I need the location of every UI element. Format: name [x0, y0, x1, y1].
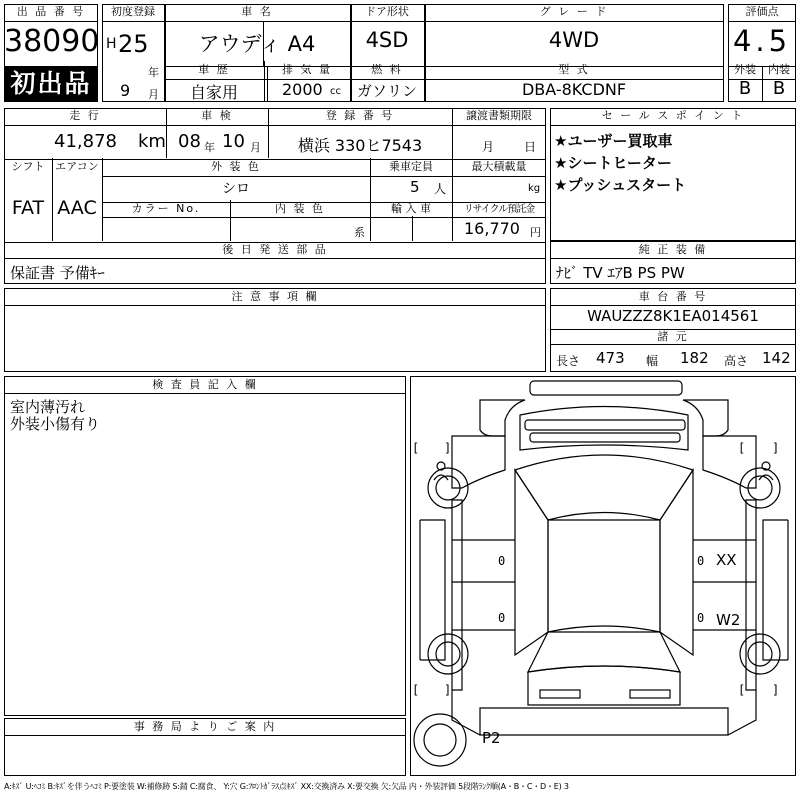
door-label: ドア形状: [365, 5, 409, 18]
door: 4SD: [365, 28, 409, 52]
width-label: 幅: [646, 354, 659, 368]
later-parts: 保証書 予備ｷｰ: [10, 264, 105, 282]
svg-text:]: ]: [444, 441, 452, 455]
month-unit: 月: [148, 88, 159, 101]
color-no-label: カラー No.: [131, 202, 201, 215]
exterior-color: シロ: [222, 181, 250, 197]
height-label: 高さ: [724, 354, 749, 368]
score-label: 評価点: [745, 5, 779, 18]
inspector-note: 外装小傷有り: [10, 415, 101, 433]
mileage-unit: km: [138, 131, 166, 152]
first-reg-label: 初度登録: [111, 5, 155, 18]
damage-mark: XX: [716, 551, 737, 569]
svg-text:0: 0: [697, 611, 705, 625]
office-label: 事 務 局 よ り ご 案 内: [133, 720, 277, 733]
month: 9: [120, 81, 131, 100]
capacity-label: 乗車定員: [389, 160, 433, 173]
inspector-note: 室内薄汚れ: [10, 398, 86, 416]
insp-month: 10: [222, 131, 245, 152]
model-code-label: 型 式: [558, 63, 590, 76]
reg-number-label: 登 録 番 号: [325, 109, 395, 122]
svg-text:]: ]: [772, 441, 780, 455]
grade: 4WD: [548, 28, 600, 52]
fuel: ガソリン: [356, 82, 417, 100]
year-unit: 年: [148, 66, 159, 79]
svg-text:[: [: [738, 683, 746, 697]
interior-score-label: 内装: [768, 63, 790, 76]
sales-point: ★ユーザー買取車: [554, 132, 673, 150]
first-listing-label: 初出品: [10, 69, 92, 98]
score: 4.5: [732, 24, 792, 58]
transfer-label: 譲渡書類期限: [466, 109, 532, 122]
inspection-label: 車 検: [201, 109, 233, 122]
later-parts-label: 後 日 発 送 部 品: [222, 243, 328, 256]
displacement: 2000: [282, 80, 323, 99]
notes-label: 注 意 事 項 欄: [231, 290, 319, 303]
era: H: [106, 36, 117, 52]
recycle-fee: 16,770: [464, 219, 520, 238]
capacity: 5: [410, 178, 420, 196]
svg-text:[: [: [412, 441, 420, 455]
car-name-label: 車 名: [241, 5, 273, 18]
chassis-label: 車 台 番 号: [638, 290, 708, 303]
grade-label: グ レ ー ド: [539, 5, 609, 18]
ac-label: エアコン: [55, 160, 99, 173]
insp-year-unit: 年: [204, 141, 215, 154]
max-load-label: 最大積載量: [471, 160, 527, 173]
exterior-score: B: [738, 78, 752, 99]
model-code: DBA-8KCDNF: [521, 80, 627, 99]
mileage: 41,878: [54, 131, 117, 152]
interior-color-label: 内 装 色: [275, 202, 325, 215]
svg-text:[: [: [412, 683, 420, 697]
fuel-label: 燃 料: [371, 63, 403, 76]
damage-mark: P2: [482, 729, 501, 747]
svg-text:0: 0: [498, 611, 506, 625]
displacement-label: 排 気 量: [282, 63, 332, 76]
sales-points-label: セ ー ル ス ポ イ ン ト: [601, 109, 745, 122]
equipment: ﾅﾋﾞ TV ｴｱB PS PW: [556, 264, 685, 282]
exterior-color-label: 外 装 色: [211, 160, 261, 173]
max-load-unit: kg: [528, 183, 541, 194]
chassis-number: WAUZZZ8K1EA014561: [587, 307, 759, 325]
length-label: 長さ: [556, 354, 581, 368]
recycle-unit: 円: [530, 226, 541, 239]
length: 473: [596, 349, 625, 367]
height: 142: [762, 349, 791, 367]
history: 自家用: [189, 83, 238, 102]
inspector-label: 検 査 員 記 入 欄: [152, 378, 258, 391]
svg-text:]: ]: [772, 683, 780, 697]
car-diagram-box: [410, 376, 796, 776]
svg-text:0: 0: [498, 554, 506, 568]
insp-year: 08: [178, 131, 201, 152]
transfer-day-unit: 日: [524, 140, 537, 154]
shift-label: シフト: [11, 160, 45, 173]
car-name: アウディ A4: [198, 32, 316, 56]
ac: AAC: [57, 197, 97, 219]
transfer-month-unit: 月: [482, 140, 495, 154]
svg-text:[: [: [738, 441, 746, 455]
year: 25: [118, 30, 149, 58]
lot-number-label: 出 品 番 号: [16, 5, 86, 18]
recycle-label: リサイクル預託金: [463, 204, 535, 215]
width: 182: [680, 349, 709, 367]
svg-text:0: 0: [697, 554, 705, 568]
exterior-score-label: 外装: [734, 63, 756, 76]
reg-number: 横浜 330ヒ7543: [297, 136, 423, 155]
shift: FAT: [11, 197, 45, 219]
lot-number: 38090: [4, 24, 100, 59]
damage-mark: W2: [716, 611, 741, 629]
svg-text:]: ]: [444, 683, 452, 697]
dims-label: 諸 元: [657, 330, 689, 343]
import-label: 輸 入 車: [391, 202, 431, 215]
mileage-label: 走 行: [69, 109, 101, 122]
sales-point: ★プッシュスタート: [554, 176, 687, 194]
displacement-unit: cc: [330, 86, 341, 97]
history-label: 車 歴: [198, 63, 230, 76]
insp-month-unit: 月: [250, 141, 261, 154]
capacity-unit: 人: [434, 182, 447, 196]
sales-point: ★シートヒーター: [554, 154, 672, 172]
equipment-label: 純 正 装 備: [638, 243, 708, 256]
interior-score: B: [772, 78, 786, 99]
interior-color-unit: 系: [354, 226, 365, 239]
legend: A:ｷｽﾞ U:ﾍｺﾐ B:ｷｽﾞを伴うﾍｺﾐ P:要塗装 W:補修跡 S:錆 C:腐食、 Y:穴 G:ﾌﾛﾝﾄｶﾞﾗｽ点ｷｽﾞ XX:交換済み X:要交換 欠:欠品 内・外装評価 5段階ﾗﾝｸ順(A・B・C・D・E) 3: [4, 782, 569, 791]
